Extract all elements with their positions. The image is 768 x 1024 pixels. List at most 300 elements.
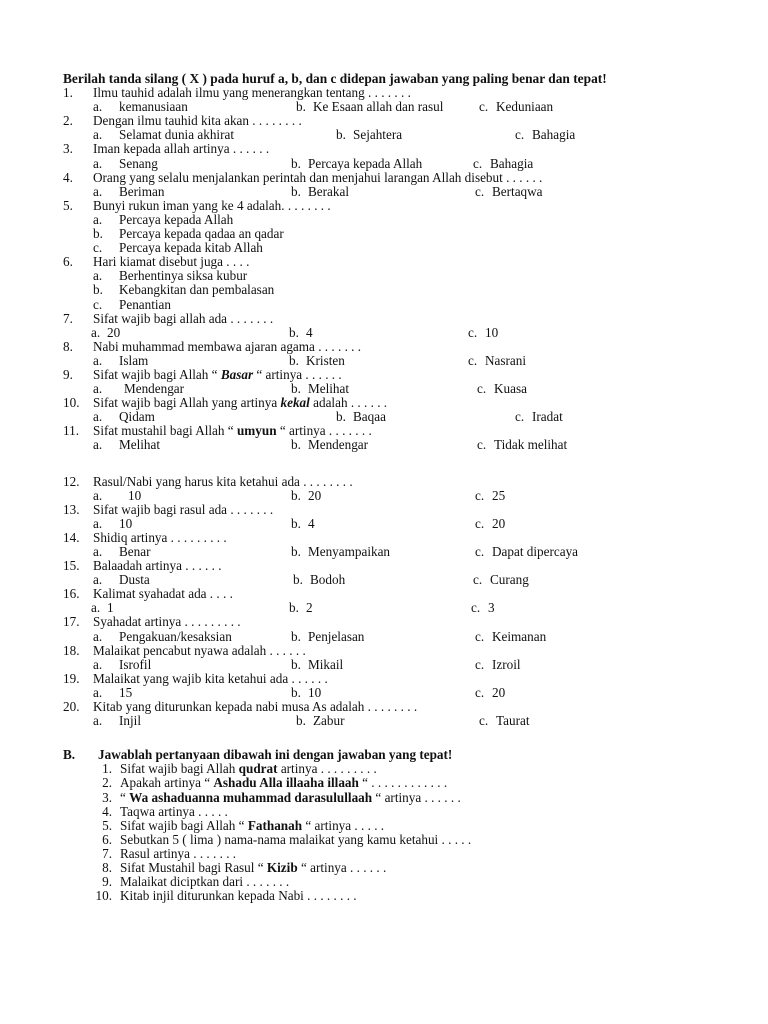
option-text: Isrofil <box>119 656 152 672</box>
answer-option <box>93 573 150 587</box>
answer-option <box>475 489 505 503</box>
option-text: Keduniaan <box>496 99 554 115</box>
answer-option <box>93 489 141 503</box>
question-text: Syahadat artinya . . . . . . . . . <box>93 614 241 630</box>
essay-question-text <box>120 889 357 903</box>
answer-option <box>93 269 247 283</box>
options-line <box>0 573 768 587</box>
option-letter: c. <box>515 409 525 425</box>
option-text: Percaya kepada Allah <box>308 155 423 171</box>
essay-question-text <box>120 762 377 776</box>
option-letter: c. <box>475 656 485 672</box>
answer-option <box>91 601 114 615</box>
question-number: 14. <box>63 529 80 545</box>
question-text: Shidiq artinya . . . . . . . . . <box>93 529 227 545</box>
answer-option <box>468 326 498 340</box>
option-letter: b. <box>336 127 346 143</box>
answer-option <box>289 601 313 615</box>
question-line <box>0 503 768 517</box>
option-letter: c. <box>93 296 103 312</box>
section-b-label: B. <box>63 747 76 763</box>
option-letter: a. <box>93 268 103 284</box>
option-letter: a. <box>93 127 103 143</box>
question-text: Malaikat pencabut nyawa adalah . . . . . . <box>93 642 306 658</box>
essay-question-line <box>0 889 768 903</box>
option-line <box>0 298 768 312</box>
question-text-pre: Sifat wajib bagi Allah <box>120 761 239 777</box>
option-text: 1 <box>107 600 114 616</box>
option-text: Tidak melihat <box>494 437 568 453</box>
answer-option <box>289 326 313 340</box>
question-line <box>0 615 768 629</box>
spacer <box>0 728 768 748</box>
options-line <box>0 410 768 424</box>
option-text: Bodoh <box>310 572 346 588</box>
answer-option <box>93 298 171 312</box>
option-text: 20 <box>492 515 506 531</box>
question-number: 2. <box>63 113 73 129</box>
answer-option <box>475 185 543 199</box>
option-text: Benar <box>119 544 151 559</box>
essay-question-text <box>120 833 471 847</box>
option-letter: c. <box>93 240 103 256</box>
essay-question-line <box>0 805 768 819</box>
answer-option <box>93 354 148 368</box>
option-letter: a. <box>93 99 103 115</box>
options-line <box>0 382 768 396</box>
emphasized-term: Basar <box>220 366 254 382</box>
answer-option <box>291 545 390 559</box>
option-letter: c. <box>473 572 483 588</box>
question-text-pre: Sifat Mustahil bagi Rasul “ <box>120 859 267 875</box>
question-number: 13. <box>63 501 80 517</box>
option-letter: a. <box>93 183 103 199</box>
answer-option <box>477 382 527 396</box>
option-letter: b. <box>291 183 301 199</box>
option-text: 10 <box>119 515 133 531</box>
option-letter: c. <box>479 99 489 115</box>
answer-option <box>93 213 233 227</box>
option-letter: c. <box>477 437 487 453</box>
option-line <box>0 241 768 255</box>
essay-question-line <box>0 776 768 790</box>
question-number: 6. <box>63 254 73 270</box>
emphasized-term: qudrat <box>238 761 278 777</box>
question-number: 19. <box>63 670 80 686</box>
answer-option <box>475 658 521 672</box>
option-letter: a. <box>93 352 103 368</box>
option-text: Dusta <box>119 572 150 588</box>
question-text: Rasul/Nabi yang harus kita ketahui ada . . . . . . . . <box>93 473 353 489</box>
essay-question-line <box>0 791 768 805</box>
answer-option <box>336 410 386 424</box>
essay-question-number: 10. <box>95 888 112 904</box>
answer-option <box>93 128 234 142</box>
essay-question-number: 5. <box>102 817 112 833</box>
option-text: Sejahtera <box>353 127 403 143</box>
answer-option <box>93 714 141 728</box>
question-line <box>0 171 768 185</box>
essay-question-text <box>120 791 461 805</box>
option-text: Berhentinya siksa kubur <box>119 268 248 284</box>
option-text: 2 <box>306 600 313 616</box>
answer-option <box>296 714 345 728</box>
answer-option <box>477 438 567 452</box>
question-text-pre: Taqwa artinya . . . . . <box>120 803 228 819</box>
option-letter: b. <box>291 155 301 171</box>
question-number: 12. <box>63 473 80 489</box>
option-text: Pengakuan/kesaksian <box>119 628 232 644</box>
essay-question-number: 7. <box>102 845 112 861</box>
question-text: Orang yang selalu menjalankan perintah dan menjahui larangan Allah disebut . . . . . . <box>93 169 543 185</box>
option-letter: b. <box>291 656 301 672</box>
option-text: Islam <box>119 352 149 368</box>
option-letter: a. <box>93 409 103 425</box>
question-text: Sifat wajib bagi allah ada . . . . . . . <box>93 310 274 326</box>
option-letter: c. <box>475 684 485 700</box>
option-letter: b. <box>291 544 301 559</box>
question-text-pre: Sebutkan 5 ( lima ) nama-nama malaikat yang kamu ketahui . . . . . <box>120 831 472 847</box>
option-text: 20 <box>492 684 506 700</box>
question-text-post: “ artinya . . . . . . <box>372 789 461 805</box>
option-text: 20 <box>308 487 322 503</box>
option-letter: a. <box>93 155 103 171</box>
question-text-pre: “ <box>120 789 130 805</box>
essay-question-line <box>0 762 768 776</box>
essay-question-line <box>0 833 768 847</box>
essay-question-text <box>120 805 228 819</box>
emphasized-term: kekal <box>280 395 310 411</box>
essay-question-number: 4. <box>102 803 112 819</box>
options-line <box>0 714 768 728</box>
options-line <box>0 686 768 700</box>
option-text: Keimanan <box>492 628 547 644</box>
question-text: Sifat wajib bagi rasul ada . . . . . . . <box>93 501 274 517</box>
option-letter: c. <box>479 713 489 729</box>
option-letter: a. <box>93 544 103 559</box>
answer-option <box>93 227 284 241</box>
question-line <box>0 559 768 573</box>
question-line <box>0 531 768 545</box>
option-line <box>0 269 768 283</box>
question-text: Kalimat syahadat ada . . . . <box>93 586 233 602</box>
question-text-pre: Apakah artinya “ <box>120 775 214 791</box>
answer-option <box>93 283 274 297</box>
answer-option <box>291 630 364 644</box>
option-text: Berakal <box>308 183 350 199</box>
option-text: Taurat <box>496 713 530 729</box>
option-letter: a. <box>93 437 103 453</box>
option-text: Melihat <box>119 437 161 453</box>
option-text: Mendengar <box>308 437 369 453</box>
answer-option <box>93 658 151 672</box>
option-text: 3 <box>488 600 495 616</box>
question-line <box>0 255 768 269</box>
essay-question-number: 9. <box>102 874 112 890</box>
option-letter: a. <box>93 515 103 531</box>
section-a-instruction: Berilah tanda silang ( X ) pada huruf a, b, dan c didepan jawaban yang paling benar dan tepat! <box>63 71 607 86</box>
question-line <box>0 340 768 354</box>
question-line <box>0 396 768 410</box>
option-text: kemanusiaan <box>119 99 188 115</box>
option-letter: a. <box>93 628 103 644</box>
option-text: Bahagia <box>490 155 534 171</box>
emphasized-term: Kizib <box>266 859 298 875</box>
option-text: 15 <box>119 684 133 700</box>
option-text: 25 <box>492 487 506 503</box>
emphasized-term: umyun <box>236 423 277 439</box>
emphasized-term: Fathanah <box>247 817 303 833</box>
question-line <box>0 424 768 438</box>
option-text: Izroil <box>492 656 521 672</box>
question-text: Hari kiamat disebut juga . . . . <box>93 254 250 270</box>
option-letter: c. <box>475 183 485 199</box>
question-text-pre: Sifat wajib bagi Allah “ <box>120 817 248 833</box>
spacer <box>0 453 768 475</box>
option-text: Iradat <box>532 409 563 425</box>
question-text-post: “ artinya . . . . . <box>302 817 385 833</box>
answer-option <box>515 128 575 142</box>
option-letter: b. <box>293 572 303 588</box>
options-line <box>0 185 768 199</box>
option-letter: b. <box>336 409 346 425</box>
option-letter: c. <box>475 628 485 644</box>
answer-option <box>291 438 368 452</box>
option-text: 4 <box>308 515 315 531</box>
options-line <box>0 326 768 340</box>
option-letter: a. <box>91 600 101 616</box>
answer-option <box>93 382 184 396</box>
option-text: Injil <box>119 713 141 729</box>
option-letter: a. <box>93 487 103 503</box>
answer-option <box>473 157 533 171</box>
question-number: 3. <box>63 141 73 157</box>
option-text: Selamat dunia akhirat <box>119 127 234 143</box>
question-number: 9. <box>63 366 73 382</box>
option-letter: b. <box>289 324 299 340</box>
answer-option <box>479 100 553 114</box>
question-text: Nabi muhammad membawa ajaran agama . . . . . . . <box>93 338 362 354</box>
option-text: 4 <box>306 324 313 340</box>
section-b-questions <box>0 762 768 903</box>
question-number: 8. <box>63 338 73 354</box>
essay-question-text <box>120 875 289 889</box>
question-number: 10. <box>63 395 80 411</box>
emphasized-term: Ashadu Alla illaaha illaah <box>213 775 359 791</box>
question-number: 17. <box>63 614 80 630</box>
answer-option <box>93 241 263 255</box>
option-letter: b. <box>291 487 301 503</box>
question-text: Iman kepada allah artinya . . . . . . <box>93 141 270 157</box>
question-number: 7. <box>63 310 73 326</box>
answer-option <box>93 157 158 171</box>
essay-question-number: 1. <box>102 761 112 777</box>
option-letter: c. <box>515 127 525 143</box>
option-letter: c. <box>471 600 481 616</box>
essay-question-number: 8. <box>102 859 112 875</box>
question-number: 4. <box>63 169 73 185</box>
answer-option <box>93 185 164 199</box>
option-letter: c. <box>475 487 485 503</box>
options-line <box>0 601 768 615</box>
option-letter: b. <box>289 352 299 368</box>
option-letter: c. <box>468 352 478 368</box>
option-letter: a. <box>93 211 103 227</box>
option-text: Senang <box>119 155 158 171</box>
question-text-post: artinya . . . . . . . . . <box>277 761 377 777</box>
question-text-pre: Malaikat diciptkan dari . . . . . . . <box>120 874 290 890</box>
option-letter: b. <box>291 515 301 531</box>
options-line <box>0 128 768 142</box>
answer-option <box>291 382 349 396</box>
answer-option <box>93 438 160 452</box>
options-line <box>0 157 768 171</box>
option-text: Kebangkitan dan pembalasan <box>119 282 275 298</box>
option-text: Kuasa <box>494 381 527 397</box>
answer-option <box>291 185 349 199</box>
essay-question-text <box>120 847 236 861</box>
answer-option <box>93 630 232 644</box>
question-number: 5. <box>63 197 73 213</box>
question-number: 15. <box>63 558 80 574</box>
essay-question-number: 6. <box>102 831 112 847</box>
question-text: Malaikat yang wajib kita ketahui ada . . . . . . <box>93 670 328 686</box>
answer-option <box>91 326 120 340</box>
question-text-pre: Rasul artinya . . . . . . . <box>120 845 237 861</box>
question-line <box>0 142 768 156</box>
question-text: Dengan ilmu tauhid kita akan . . . . . . . . <box>93 113 302 129</box>
option-text: 10 <box>128 487 142 503</box>
option-letter: b. <box>296 713 306 729</box>
option-text: Bertaqwa <box>492 183 543 199</box>
option-text: Percaya kepada kitab Allah <box>119 240 263 256</box>
question-line <box>0 475 768 489</box>
option-text: Kristen <box>306 352 345 368</box>
options-line <box>0 630 768 644</box>
option-text: Mikail <box>308 656 344 672</box>
option-text: Melihat <box>308 381 350 397</box>
question-text: Kitab yang diturunkan kepada nabi musa As adalah . . . . . . . . <box>93 699 418 715</box>
answer-option <box>296 100 443 114</box>
question-text: Balaadah artinya . . . . . . <box>93 558 222 574</box>
essay-question-number: 2. <box>102 775 112 791</box>
section-a-questions <box>0 86 768 728</box>
question-line <box>0 700 768 714</box>
option-text: Curang <box>490 572 529 588</box>
answer-option <box>93 545 151 559</box>
answer-option <box>293 573 345 587</box>
question-line <box>0 199 768 213</box>
essay-question-number: 3. <box>102 789 112 805</box>
answer-option <box>291 489 321 503</box>
option-text: Qidam <box>119 409 155 425</box>
essay-question-line <box>0 819 768 833</box>
question-number: 16. <box>63 586 80 602</box>
options-line <box>0 545 768 559</box>
option-letter: a. <box>93 713 103 729</box>
option-text: 10 <box>485 324 499 340</box>
option-letter: c. <box>475 544 485 559</box>
answer-option <box>475 545 578 559</box>
question-text-post: “ . . . . . . . . . . . . <box>358 775 448 791</box>
answer-option <box>336 128 402 142</box>
option-line <box>0 213 768 227</box>
option-letter: b. <box>93 226 103 242</box>
option-text: Penantian <box>119 296 172 312</box>
option-text: Menyampaikan <box>308 544 391 559</box>
option-letter: a. <box>93 572 103 588</box>
option-text: Ke Esaan allah dan rasul <box>313 99 444 115</box>
option-text: Zabur <box>313 713 345 729</box>
option-letter: a. <box>93 656 103 672</box>
answer-option <box>291 157 422 171</box>
option-letter: b. <box>291 437 301 453</box>
option-text: Percaya kepada qadaa an qadar <box>119 226 284 242</box>
option-letter: a. <box>93 381 103 397</box>
essay-question-line <box>0 861 768 875</box>
option-text: Baqaa <box>353 409 386 425</box>
option-letter: b. <box>291 684 301 700</box>
option-letter: c. <box>477 381 487 397</box>
options-line <box>0 517 768 531</box>
options-line <box>0 438 768 452</box>
answer-option <box>93 686 132 700</box>
answer-option <box>291 686 321 700</box>
essay-question-line <box>0 847 768 861</box>
answer-option <box>479 714 530 728</box>
question-text: Bunyi rukun iman yang ke 4 adalah. . . . . . . . <box>93 197 331 213</box>
worksheet <box>0 72 768 903</box>
options-line <box>0 100 768 114</box>
option-text: Beriman <box>119 183 165 199</box>
option-letter: b. <box>289 600 299 616</box>
answer-option <box>93 100 188 114</box>
question-number: 11. <box>63 423 79 439</box>
answer-option <box>473 573 529 587</box>
question-number: 1. <box>63 85 73 101</box>
question-number: 20. <box>63 699 80 715</box>
question-text: Sifat wajib bagi Allah “ Basar “ artinya . . . . . . <box>93 366 342 382</box>
option-letter: b. <box>93 282 103 298</box>
option-text: Percaya kepada Allah <box>119 211 234 227</box>
option-text: Bahagia <box>532 127 576 143</box>
options-line <box>0 489 768 503</box>
section-b-header <box>0 748 768 762</box>
question-text: Sifat wajib bagi Allah yang artinya kekal adalah . . . . . . <box>93 395 388 411</box>
essay-question-line <box>0 875 768 889</box>
option-text: Mendengar <box>124 381 185 397</box>
answer-option <box>471 601 495 615</box>
option-text: 20 <box>107 324 121 340</box>
question-text: Ilmu tauhid adalah ilmu yang menerangkan tentang . . . . . . . <box>93 85 411 101</box>
option-letter: c. <box>468 324 478 340</box>
answer-option <box>291 517 315 531</box>
question-line <box>0 312 768 326</box>
answer-option <box>515 410 563 424</box>
answer-option <box>468 354 526 368</box>
option-letter: b. <box>296 99 306 115</box>
option-text: Dapat dipercaya <box>492 544 579 559</box>
question-line <box>0 587 768 601</box>
question-line <box>0 368 768 382</box>
option-line <box>0 227 768 241</box>
emphasized-term: Wa ashaduanna muhammad darasulullaah <box>129 789 373 805</box>
answer-option <box>93 517 132 531</box>
essay-question-text <box>120 819 384 833</box>
question-line <box>0 114 768 128</box>
answer-option <box>289 354 345 368</box>
answer-option <box>475 630 546 644</box>
